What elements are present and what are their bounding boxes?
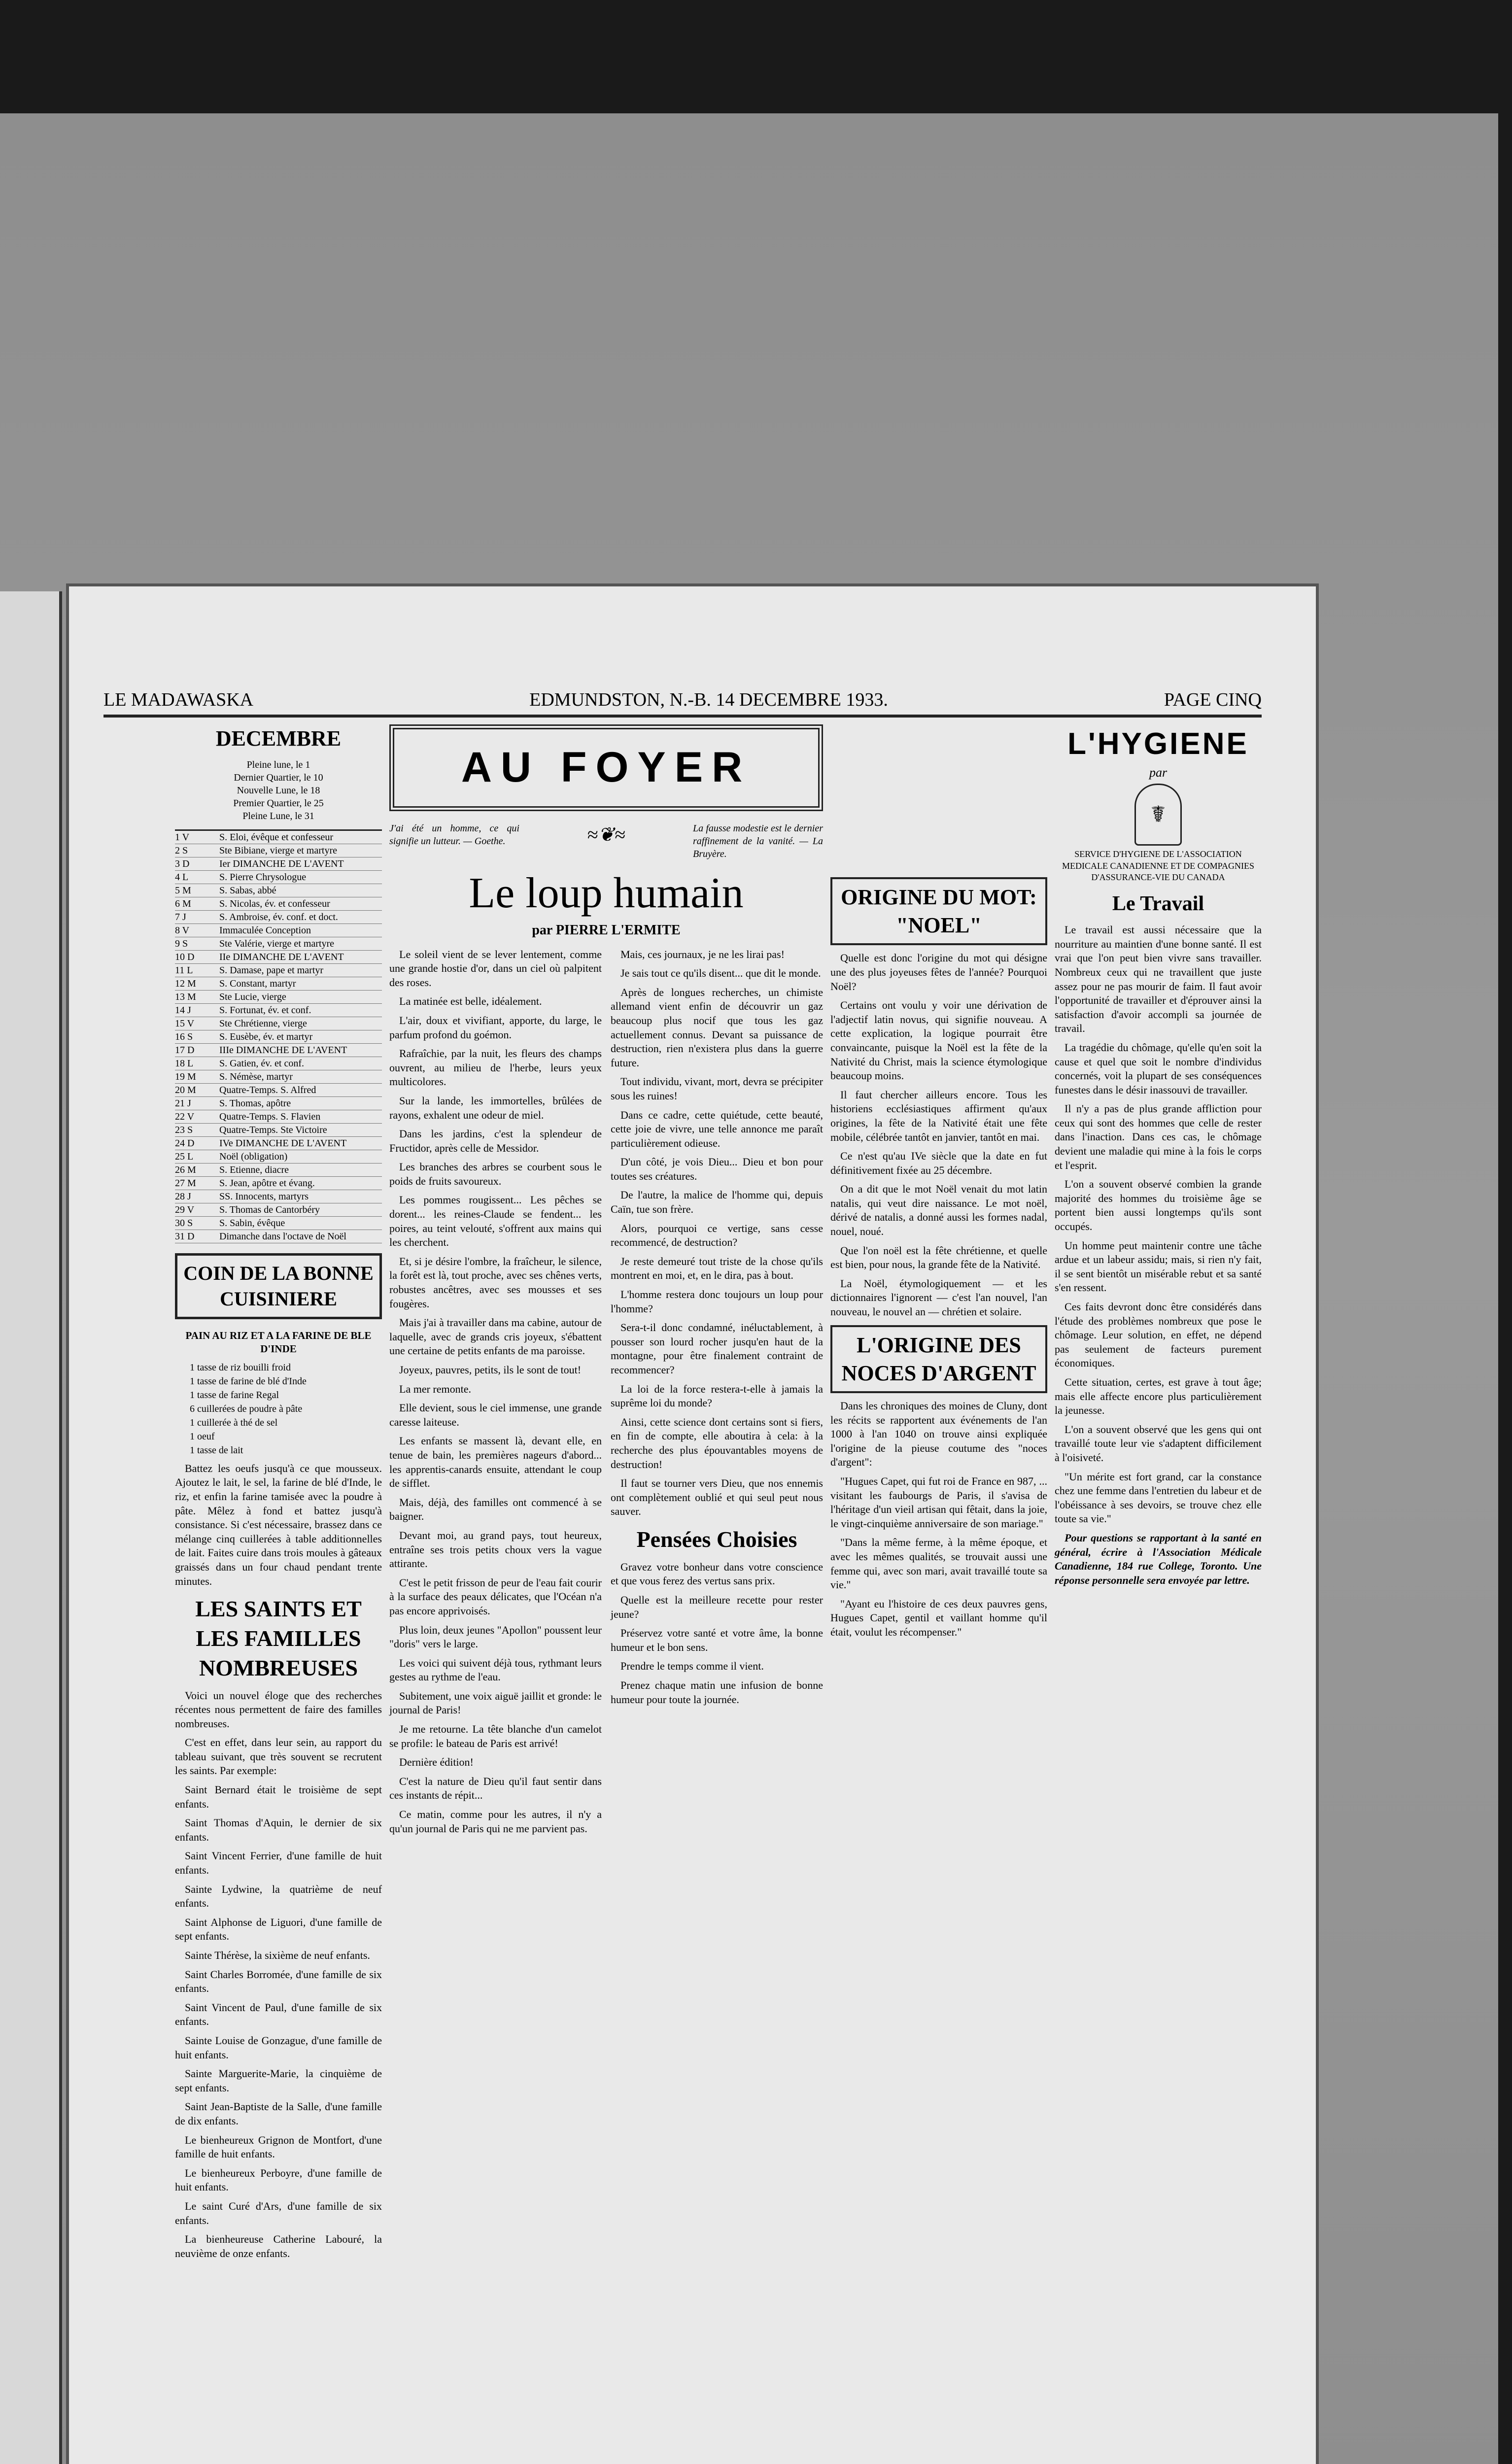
paragraph: Alors, pourquoi ce vertige, sans cesse recommencé, de destruction? xyxy=(611,1222,823,1249)
calendar-row xyxy=(175,1137,382,1150)
paragraph: Les pommes rougissent... Les pêches se dorent... les reines-Claude se fendent... les poires, au teint velouté, s'offrent aux mains qui les cherchent. xyxy=(389,1194,602,1249)
calendar-row xyxy=(175,831,382,844)
column-hygiene xyxy=(1055,724,1262,1592)
paragraph: Saint Thomas d'Aquin, le dernier de six enfants. xyxy=(175,1816,382,1843)
paragraph: Un homme peut maintenir contre une tâche ardue et un labeur assidu; mais, si rien n'y fait, il se sent bientôt un misérable rebut et sa santé s'en ressent. xyxy=(1055,1239,1262,1294)
calendar-saint: SS. Innocents, martyrs xyxy=(219,1191,309,1202)
paragraph: Saint Charles Borromée, d'une famille de six enfants. xyxy=(175,1968,382,1995)
paragraph: Saint Alphonse de Liguori, d'une famille de sept enfants. xyxy=(175,1916,382,1943)
calendar-row xyxy=(175,964,382,977)
calendar-day: 2 S xyxy=(175,845,188,856)
paragraph: Mais j'ai à travailler dans ma cabine, autour de laquelle, avec de grands cris joyeux, s'ébattent une certaine de petits enfants de ma paroisse. xyxy=(389,1316,602,1357)
paragraph: Elle devient, sous le ciel immense, une grande caresse laiteuse. xyxy=(389,1402,602,1428)
paragraph: L'air, doux et vivifiant, apporte, du large, le parfum profond du goémon. xyxy=(389,1014,602,1041)
calendar-saint: Ste Valérie, vierge et martyre xyxy=(219,938,335,950)
paragraph: La matinée est belle, idéalement. xyxy=(399,995,542,1008)
paragraph: Préservez votre santé et votre âme, la bonne humeur et le bon sens. xyxy=(611,1627,823,1653)
article-headline: Le loup humain xyxy=(469,869,744,917)
calendar-row xyxy=(175,1044,382,1057)
calendar-day: 10 D xyxy=(175,952,195,963)
article-right-text xyxy=(611,948,823,1519)
noces-title: L'ORIGINE DES NOCES D'ARGENT xyxy=(830,1325,1047,1393)
paragraph: Il faut se tourner vers Dieu, que nos ennemis ont complètement oublié et qui seul peut nous sauver. xyxy=(611,1477,823,1518)
paragraph: D'un côté, je vois Dieu... Dieu et bon pour toutes ses créatures. xyxy=(611,1156,823,1182)
calendar-saint: S. Thomas de Cantorbéry xyxy=(219,1204,320,1216)
calendar-row xyxy=(175,991,382,1004)
calendar-row xyxy=(175,871,382,884)
calendar-day: 3 D xyxy=(175,858,190,870)
calendar-saint: Quatre-Temps. S. Flavien xyxy=(219,1111,321,1123)
calendar-saint: S. Sabas, abbé xyxy=(219,885,276,896)
paragraph: Je sais tout ce qu'ils disent... que dit le monde. xyxy=(620,967,821,980)
ingredient: 1 tasse de farine de blé d'Inde xyxy=(190,1375,307,1387)
paragraph: Rafraîchie, par la nuit, les fleurs des champs ouvrent, au milieu de l'herbe, leurs yeux multicolores. xyxy=(389,1047,602,1088)
paragraph: Les branches des arbres se courbent sous le poids de fruits savoureux. xyxy=(389,1161,602,1187)
paragraph: Quelle est donc l'origine du mot qui désigne une des plus joyeuses fêtes de l'année? Pourquoi Noël? xyxy=(830,952,1047,992)
calendar-row xyxy=(175,924,382,937)
pensees-body xyxy=(611,1560,823,1707)
paragraph: Mais, ces journaux, je ne les lirai pas! xyxy=(620,948,785,960)
calendar-saint: IVe DIMANCHE DE L'AVENT xyxy=(219,1138,347,1149)
pensees-title: Pensées Choisies xyxy=(636,1526,797,1552)
paragraph: Le bienheureux Perboyre, d'une famille de huit enfants. xyxy=(175,2166,382,2193)
calendar-row xyxy=(175,1164,382,1177)
hygiene-par: par xyxy=(1149,765,1168,780)
paragraph: Sainte Lydwine, la quatrième de neuf enfants. xyxy=(175,1882,382,1910)
paragraph: Plus loin, deux jeunes "Apollon" poussent leur "doris" vers le large. xyxy=(389,1623,602,1650)
calendar-day: 6 M xyxy=(175,898,191,910)
paragraph: Il n'y a pas de plus grande affliction pour ceux qui sont des hommes que celle de rester dans l'inaction. Dans ces cas, le chômage devient une maladie qui mine à la fois le corps et l'esprit. xyxy=(1055,1102,1262,1171)
calendar-saint: S. Pierre Chrysologue xyxy=(219,872,307,883)
hygiene-heading: Le Travail xyxy=(1112,892,1204,915)
page-number: PAGE CINQ xyxy=(1164,689,1262,710)
calendar-row xyxy=(175,844,382,857)
calendar-day: 19 M xyxy=(175,1071,196,1083)
calendar-list xyxy=(175,829,382,1243)
paragraph: Prendre le temps comme il vient. xyxy=(620,1660,764,1673)
previous-page-edge xyxy=(0,591,62,2464)
moon-phase: Pleine lune, le 1 xyxy=(246,759,310,771)
calendar-saint: IIe DIMANCHE DE L'AVENT xyxy=(219,952,344,963)
paragraph: Mais, déjà, des familles ont commencé à se baigner. xyxy=(389,1496,602,1523)
calendar-row xyxy=(175,1203,382,1217)
calendar-row xyxy=(175,1030,382,1044)
ingredient: 1 tasse de lait xyxy=(190,1444,243,1456)
paragraph: L'homme restera donc toujours un loup pour l'homme? xyxy=(611,1288,823,1315)
paragraph: Tout individu, vivant, mort, devra se précipiter sous les ruines! xyxy=(611,1075,823,1102)
paragraph: Quelle est la meilleure recette pour rester jeune? xyxy=(611,1593,823,1620)
saints-title: LES SAINTS ET LES FAMILLES NOMBREUSES xyxy=(195,1596,362,1680)
paragraph: Dans ce cadre, cette quiétude, cette beauté, cette joie de vivre, une telle annonce me paraît particulièrement odieuse. xyxy=(611,1108,823,1149)
calendar-day: 27 M xyxy=(175,1178,196,1189)
calendar-day: 31 D xyxy=(175,1231,195,1242)
paragraph: Ce n'est qu'au IVe siècle que la date en fut définitivement fixée au 25 décembre. xyxy=(830,1150,1047,1176)
calendar-row xyxy=(175,911,382,924)
moon-phase: Nouvelle Lune, le 18 xyxy=(237,785,320,796)
paragraph: L'on a souvent observé combien la grande majorité des hommes du troisième âge se portent bien aussi longtemps qu'ils sont occupés. xyxy=(1055,1178,1262,1233)
recipe-title: COIN DE LA BONNE CUISINIERE xyxy=(175,1253,382,1319)
paragraph: Joyeux, pauvres, petits, ils le sont de tout! xyxy=(399,1364,582,1376)
column-noel xyxy=(830,724,1047,1644)
paragraph: La loi de la force restera-t-elle à jamais la suprême loi du monde? xyxy=(611,1382,823,1409)
calendar-saint: S. Eusèbe, év. et martyr xyxy=(219,1031,313,1043)
column-center xyxy=(389,724,823,1841)
paragraph: "Ayant eu l'histoire de ces deux pauvres gens, Hugues Capet, gentil et vaillant homme qu'il était, voulut les récompenser." xyxy=(830,1597,1047,1638)
calendar-saint: S. Némèse, martyr xyxy=(219,1071,293,1083)
noces-body xyxy=(830,1399,1047,1640)
calendar-row xyxy=(175,1190,382,1203)
calendar-saint: Quatre-Temps. Ste Victoire xyxy=(219,1125,327,1136)
calendar-saint: Ste Bibiane, vierge et martyre xyxy=(219,845,337,856)
calendar-saint: Dimanche dans l'octave de Noël xyxy=(219,1231,346,1242)
paragraph: Il faut chercher ailleurs encore. Tous les historiens ecclésiastiques affirment qu'aux origines, la fête de la Nativité était une fête mobile, célébrée tantôt en janvier, tantôt en mai. xyxy=(830,1088,1047,1143)
calendar-day: 16 S xyxy=(175,1031,193,1043)
ingredient: 1 oeuf xyxy=(190,1431,215,1442)
calendar-row xyxy=(175,1004,382,1017)
calendar-day: 23 S xyxy=(175,1125,193,1136)
recipe-ingredients xyxy=(190,1361,382,1457)
calendar-day: 20 M xyxy=(175,1085,196,1096)
quote-right: La fausse modestie est le dernier raffinement de la vanité. — La Bruyère. xyxy=(693,822,823,859)
paragraph: Cette situation, certes, est grave à tout âge; mais elle affecte encore plus particulièrement la jeunesse. xyxy=(1055,1375,1262,1417)
calendar-row xyxy=(175,1217,382,1230)
calendar-day: 26 M xyxy=(175,1164,196,1176)
calendar-row xyxy=(175,884,382,897)
paragraph: Après de longues recherches, un chimiste allemand vient enfin de découvrir un gaz beaucoup plus nocif que tous les gaz actuellement connus. Devant sa puissance de destruction, rien n'existera plus dans la guerre future. xyxy=(611,986,823,1069)
column-left xyxy=(175,724,382,2265)
calendar-row xyxy=(175,1070,382,1084)
caduceus-icon: ☤ xyxy=(1134,784,1182,846)
paragraph: "Hugues Capet, qui fut roi de France en 987, ... visitant les faubourgs de Paris, il s'avisa de l'héritage d'un vieil artisan qui fêtait, dans la joie, le vingt-cinquième anniversaire de son mariage." xyxy=(830,1474,1047,1530)
calendar-saint: S. Thomas, apôtre xyxy=(219,1098,291,1109)
article-left-column xyxy=(389,948,602,1841)
calendar-saint: Ier DIMANCHE DE L'AVENT xyxy=(219,858,344,870)
paragraph: On a dit que le mot Noël venait du mot latin natalis, qui veut dire naissance. Le mot noël, dérivé de natalis, a donné aussi les formes nadal, nouel, noué. xyxy=(830,1183,1047,1238)
hygiene-title: L'HYGIENE xyxy=(1067,727,1249,761)
paragraph: De l'autre, la malice de l'homme qui, depuis Caïn, tue son frère. xyxy=(611,1189,823,1216)
paper-name: LE MADAWASKA xyxy=(103,689,254,710)
moon-phase: Dernier Quartier, le 10 xyxy=(234,772,323,784)
calendar-day: 21 J xyxy=(175,1098,191,1109)
calendar-day: 18 L xyxy=(175,1058,194,1069)
calendar-day: 7 J xyxy=(175,912,186,923)
calendar-day: 14 J xyxy=(175,1005,191,1016)
calendar-saint: S. Eloi, évêque et confesseur xyxy=(219,832,334,843)
hygiene-note: Pour questions se rapportant à la santé en général, écrire à l'Association Médicale Canadienne, 184 rue College, Toronto. Une réponse personnelle sera envoyée par lettre. xyxy=(1055,1531,1262,1586)
paragraph: C'est la nature de Dieu qu'il faut sentir dans ces instants de répit... xyxy=(389,1775,602,1802)
calendar-day: 15 V xyxy=(175,1018,195,1029)
calendar-saint: Noël (obligation) xyxy=(219,1151,288,1163)
noel-body xyxy=(830,951,1047,1319)
ingredient: 1 tasse de farine Regal xyxy=(190,1389,279,1401)
calendar-saint: S. Fortunat, év. et conf. xyxy=(219,1005,311,1016)
paragraph: Que l'on noël est la fête chrétienne, et quelle est bien, pour nous, la grande fête de la Nativité. xyxy=(830,1244,1047,1271)
ingredient: 6 cuillerées de poudre à pâte xyxy=(190,1403,303,1414)
paragraph: Saint Vincent Ferrier, d'une famille de huit enfants. xyxy=(175,1849,382,1877)
paragraph: La mer remonte. xyxy=(399,1382,471,1395)
ingredient: 1 tasse de riz bouilli froid xyxy=(190,1362,291,1373)
calendar-saint: Ste Chrétienne, vierge xyxy=(219,1018,307,1029)
paragraph: Subitement, une voix aiguë jaillit et gronde: le journal de Paris! xyxy=(389,1689,602,1716)
calendar-day: 24 D xyxy=(175,1138,195,1149)
calendar-row xyxy=(175,1057,382,1070)
article-right-column xyxy=(611,948,823,1841)
calendar-day: 29 V xyxy=(175,1204,195,1216)
paragraph: Saint Vincent de Paul, d'une famille de six enfants. xyxy=(175,2001,382,2028)
calendar-saint: S. Etienne, diacre xyxy=(219,1164,289,1176)
moon-phase: Pleine Lune, le 31 xyxy=(242,811,314,822)
calendar-row xyxy=(175,977,382,991)
au-foyer-banner: AU FOYER xyxy=(389,724,823,811)
paragraph: Les enfants se massent là, devant elle, en tenue de bain, les premières nageurs d'abord... les apprentis-canards ensuite, attendant le coup de sifflet. xyxy=(389,1435,602,1490)
calendar-row xyxy=(175,1150,382,1164)
paragraph: Sainte Louise de Gonzague, d'une famille de huit enfants. xyxy=(175,2034,382,2061)
foyer-quotes xyxy=(389,822,823,860)
calendar-day: 25 L xyxy=(175,1151,194,1163)
paragraph: La Noël, étymologiquement — et les dictionnaires l'ignorent — c'est l'an nouvel, l'an nouveau, le nouvel an — chrétien et solaire. xyxy=(830,1277,1047,1318)
paragraph: Saint Bernard était le troisième de sept enfants. xyxy=(175,1783,382,1810)
recipe-body: Battez les oeufs jusqu'à ce que mousseux. Ajoutez le lait, le sel, la farine de blé d'Inde, le riz, et enfin la farine tamisée avec la poudre à pâte. Mêlez à fond et battez jusqu'à consistance. Si c'est nécessaire, brassez dans ce mélange cinq cuillerées à table additionnelles de lait. Faites cuire dans trois moules à gâteaux graissés dans un four chaud pendant trente minutes. xyxy=(175,1462,382,1587)
calendar-saint: S. Nicolas, év. et confesseur xyxy=(219,898,330,910)
quote-left: J'ai été un homme, ce qui signifie un lutteur. — Goethe. xyxy=(389,822,519,847)
calendar-saint: Quatre-Temps. S. Alfred xyxy=(219,1085,316,1096)
calendar-row xyxy=(175,897,382,911)
calendar-day: 8 V xyxy=(175,925,190,936)
paragraph: Gravez votre bonheur dans votre conscience et que vous ferez des vertus sans prix. xyxy=(611,1560,823,1587)
paragraph: Prenez chaque matin une infusion de bonne humeur pour toute la journée. xyxy=(611,1678,823,1706)
moon-phases xyxy=(175,758,382,822)
paragraph: Certains ont voulu y voir une dérivation de l'adjectif latin novus, qui signifie nouveau. A cette explication, la logique pourrait être convaincante, puisque la Noël est la fête de la Nativité du Christ, mais la science étymologique beaucoup moins. xyxy=(830,999,1047,1082)
calendar-title: DECEMBRE xyxy=(215,726,342,751)
paragraph: Le travail est aussi nécessaire que la nourriture au maintien d'une bonne santé. Il est vrai que l'on peut bien vivre sans travailler. Nombreux ceux qui ne travaillent que juste assez pour ne pas mourir de faim. Il faut avoir l'opportunité de travailler et d'éprouver ainsi la satisfaction d'avoir accompli sa journée de travail. xyxy=(1055,924,1262,1035)
calendar-day: 30 S xyxy=(175,1218,193,1229)
recipe-subtitle: PAIN AU RIZ ET A LA FARINE DE BLE D'INDE xyxy=(185,1330,372,1355)
ingredient: 1 cuillerée à thé de sel xyxy=(190,1417,278,1428)
calendar-row xyxy=(175,1097,382,1110)
paragraph: Sur la lande, les immortelles, brûlées de rayons, exhalent une odeur de miel. xyxy=(389,1094,602,1121)
paragraph: "Un mérite est fort grand, car la constance chez une femme dans l'entretien du labeur et de l'obéissance à ses devoirs, se trouve chez elle toute sa vie." xyxy=(1055,1470,1262,1525)
paragraph: Ainsi, cette science dont certains sont si fiers, en fin de compte, elle aboutira à cela: à la recherche des plus épouvantables moyens de destruction! xyxy=(611,1415,823,1471)
calendar-day: 22 V xyxy=(175,1111,195,1123)
paragraph: Voici un nouvel éloge que des recherches récentes nous permettent de faire des familles nombreuses. xyxy=(175,1689,382,1730)
calendar-day: 17 D xyxy=(175,1045,195,1056)
article-columns xyxy=(389,948,823,1841)
paragraph: Le bienheureux Grignon de Montfort, d'une famille de huit enfants. xyxy=(175,2133,382,2160)
paragraph: Les voici qui suivent déjà tous, rythmant leurs gestes au rythme de l'eau. xyxy=(389,1656,602,1683)
paragraph: La bienheureuse Catherine Labouré, la neuvième de onze enfants. xyxy=(175,2233,382,2259)
calendar-day: 1 V xyxy=(175,832,190,843)
calendar-row xyxy=(175,1017,382,1030)
paragraph: "Dans la même ferme, à la même époque, et avec les mêmes qualités, se trouvait aussi une femme qui, avec son mari, avait travaillé toute sa vie." xyxy=(830,1536,1047,1591)
paragraph: Devant moi, au grand pays, tout heureux, entraîne ses trois petits choux vers la vague attirante. xyxy=(389,1529,602,1570)
paragraph: Ce matin, comme pour les autres, il n'y a qu'un journal de Paris qui ne me parvient pas. xyxy=(389,1808,602,1835)
calendar-row xyxy=(175,857,382,871)
calendar-saint: S. Jean, apôtre et évang. xyxy=(219,1178,315,1189)
paragraph: Le soleil vient de se lever lentement, comme une grande hostie d'or, dans un ciel où palpitent des roses. xyxy=(389,948,602,989)
paragraph: L'on a souvent observé que les gens qui ont travaillé toute leur vie s'adaptent difficilement à l'oisiveté. xyxy=(1055,1423,1262,1464)
paragraph: Dans les chroniques des moines de Cluny, dont les récits se rapportent aux événements de l'an 1000 à l'an 1040 on trouve ainsi expliquée l'origine de la pieuse coutume des "noces d'argent": xyxy=(830,1400,1047,1469)
calendar-saint: S. Gatien, év. et conf. xyxy=(219,1058,304,1069)
hygiene-service: SERVICE D'HYGIENE DE L'ASSOCIATION MEDICALE CANADIENNE ET DE COMPAGNIES D'ASSURANCE-VIE DU CANADA xyxy=(1062,849,1254,883)
ornament-icon: ≈❦≈ xyxy=(587,823,625,846)
calendar-row xyxy=(175,1110,382,1124)
calendar-saint: S. Sabin, évêque xyxy=(219,1218,285,1229)
calendar-saint: S. Constant, martyr xyxy=(219,978,296,990)
paragraph: Je reste demeuré tout triste de la chose qu'ils montrent en moi, et, en le dira, pas à bout. xyxy=(611,1255,823,1282)
paragraph: C'est le petit frisson de peur de l'eau fait courir à la surface des peaux délicates, que l'Océan n'a pas encore apprivoisés. xyxy=(389,1576,602,1617)
paragraph: Sainte Marguerite-Marie, la cinquième de sept enfants. xyxy=(175,2067,382,2094)
calendar-row xyxy=(175,937,382,951)
paragraph: Et, si je désire l'ombre, la fraîcheur, le silence, la forêt est là, tout proche, avec ses chênes verts, robustes ancêtres, avec ses mousses et ses fougères. xyxy=(389,1255,602,1310)
calendar-row xyxy=(175,1230,382,1243)
calendar-day: 4 L xyxy=(175,872,189,883)
calendar-day: 13 M xyxy=(175,992,196,1003)
calendar-day: 11 L xyxy=(175,965,193,976)
moon-phase: Premier Quartier, le 25 xyxy=(233,798,324,809)
paragraph: La tragédie du chômage, qu'elle qu'en soit la cause et quel que soit le nombre d'individus concernés, voit la plupart de ses conséquences funestes dans le désir inassouvi de travailler. xyxy=(1055,1041,1262,1096)
dateline: EDMUNDSTON, N.-B. 14 DECEMBRE 1933. xyxy=(529,689,888,710)
saints-body xyxy=(175,1689,382,2261)
paragraph: Dans les jardins, c'est la splendeur de Fructidor, après celle de Messidor. xyxy=(389,1128,602,1154)
calendar-day: 5 M xyxy=(175,885,191,896)
paragraph: Ces faits devront donc être considérés dans l'étude des problèmes nombreux que pose le chômage. Leur solution, en effet, ne dépend pas seulement de facteurs purement économiques. xyxy=(1055,1300,1262,1369)
article-byline: par PIERRE L'ERMITE xyxy=(532,923,681,938)
calendar-row xyxy=(175,951,382,964)
paragraph: Sera-t-il donc condamné, inéluctablement, à pousser son lourd rocher jusqu'en haut de la montagne, pour être finalement contraint de recommencer? xyxy=(611,1321,823,1376)
calendar-saint: Ste Lucie, vierge xyxy=(219,992,286,1003)
calendar-day: 12 M xyxy=(175,978,196,990)
paragraph: Saint Jean-Baptiste de la Salle, d'une famille de dix enfants. xyxy=(175,2100,382,2127)
calendar-saint: S. Ambroise, év. conf. et doct. xyxy=(219,912,338,923)
paragraph: Dernière édition! xyxy=(399,1756,474,1769)
calendar-day: 9 S xyxy=(175,938,188,950)
calendar-row xyxy=(175,1084,382,1097)
calendar-row xyxy=(175,1124,382,1137)
calendar-row xyxy=(175,1177,382,1190)
noel-title: ORIGINE DU MOT: "NOEL" xyxy=(830,877,1047,945)
calendar-saint: S. Damase, pape et martyr xyxy=(219,965,324,976)
paragraph: C'est en effet, dans leur sein, au rapport du tableau suivant, que très souvent se recrutent les saints. Par exemple: xyxy=(175,1736,382,1777)
hygiene-body xyxy=(1055,923,1262,1526)
calendar-saint: Immaculée Conception xyxy=(219,925,311,936)
masthead xyxy=(103,685,1262,718)
paragraph: Le saint Curé d'Ars, d'une famille de six enfants. xyxy=(175,2199,382,2226)
paragraph: Sainte Thérèse, la sixième de neuf enfants. xyxy=(185,1949,370,1962)
calendar-saint: IIIe DIMANCHE DE L'AVENT xyxy=(219,1045,347,1056)
paragraph: Je me retourne. La tête blanche d'un camelot se profile: le bateau de Paris est arrivé! xyxy=(389,1723,602,1749)
calendar-day: 28 J xyxy=(175,1191,191,1202)
